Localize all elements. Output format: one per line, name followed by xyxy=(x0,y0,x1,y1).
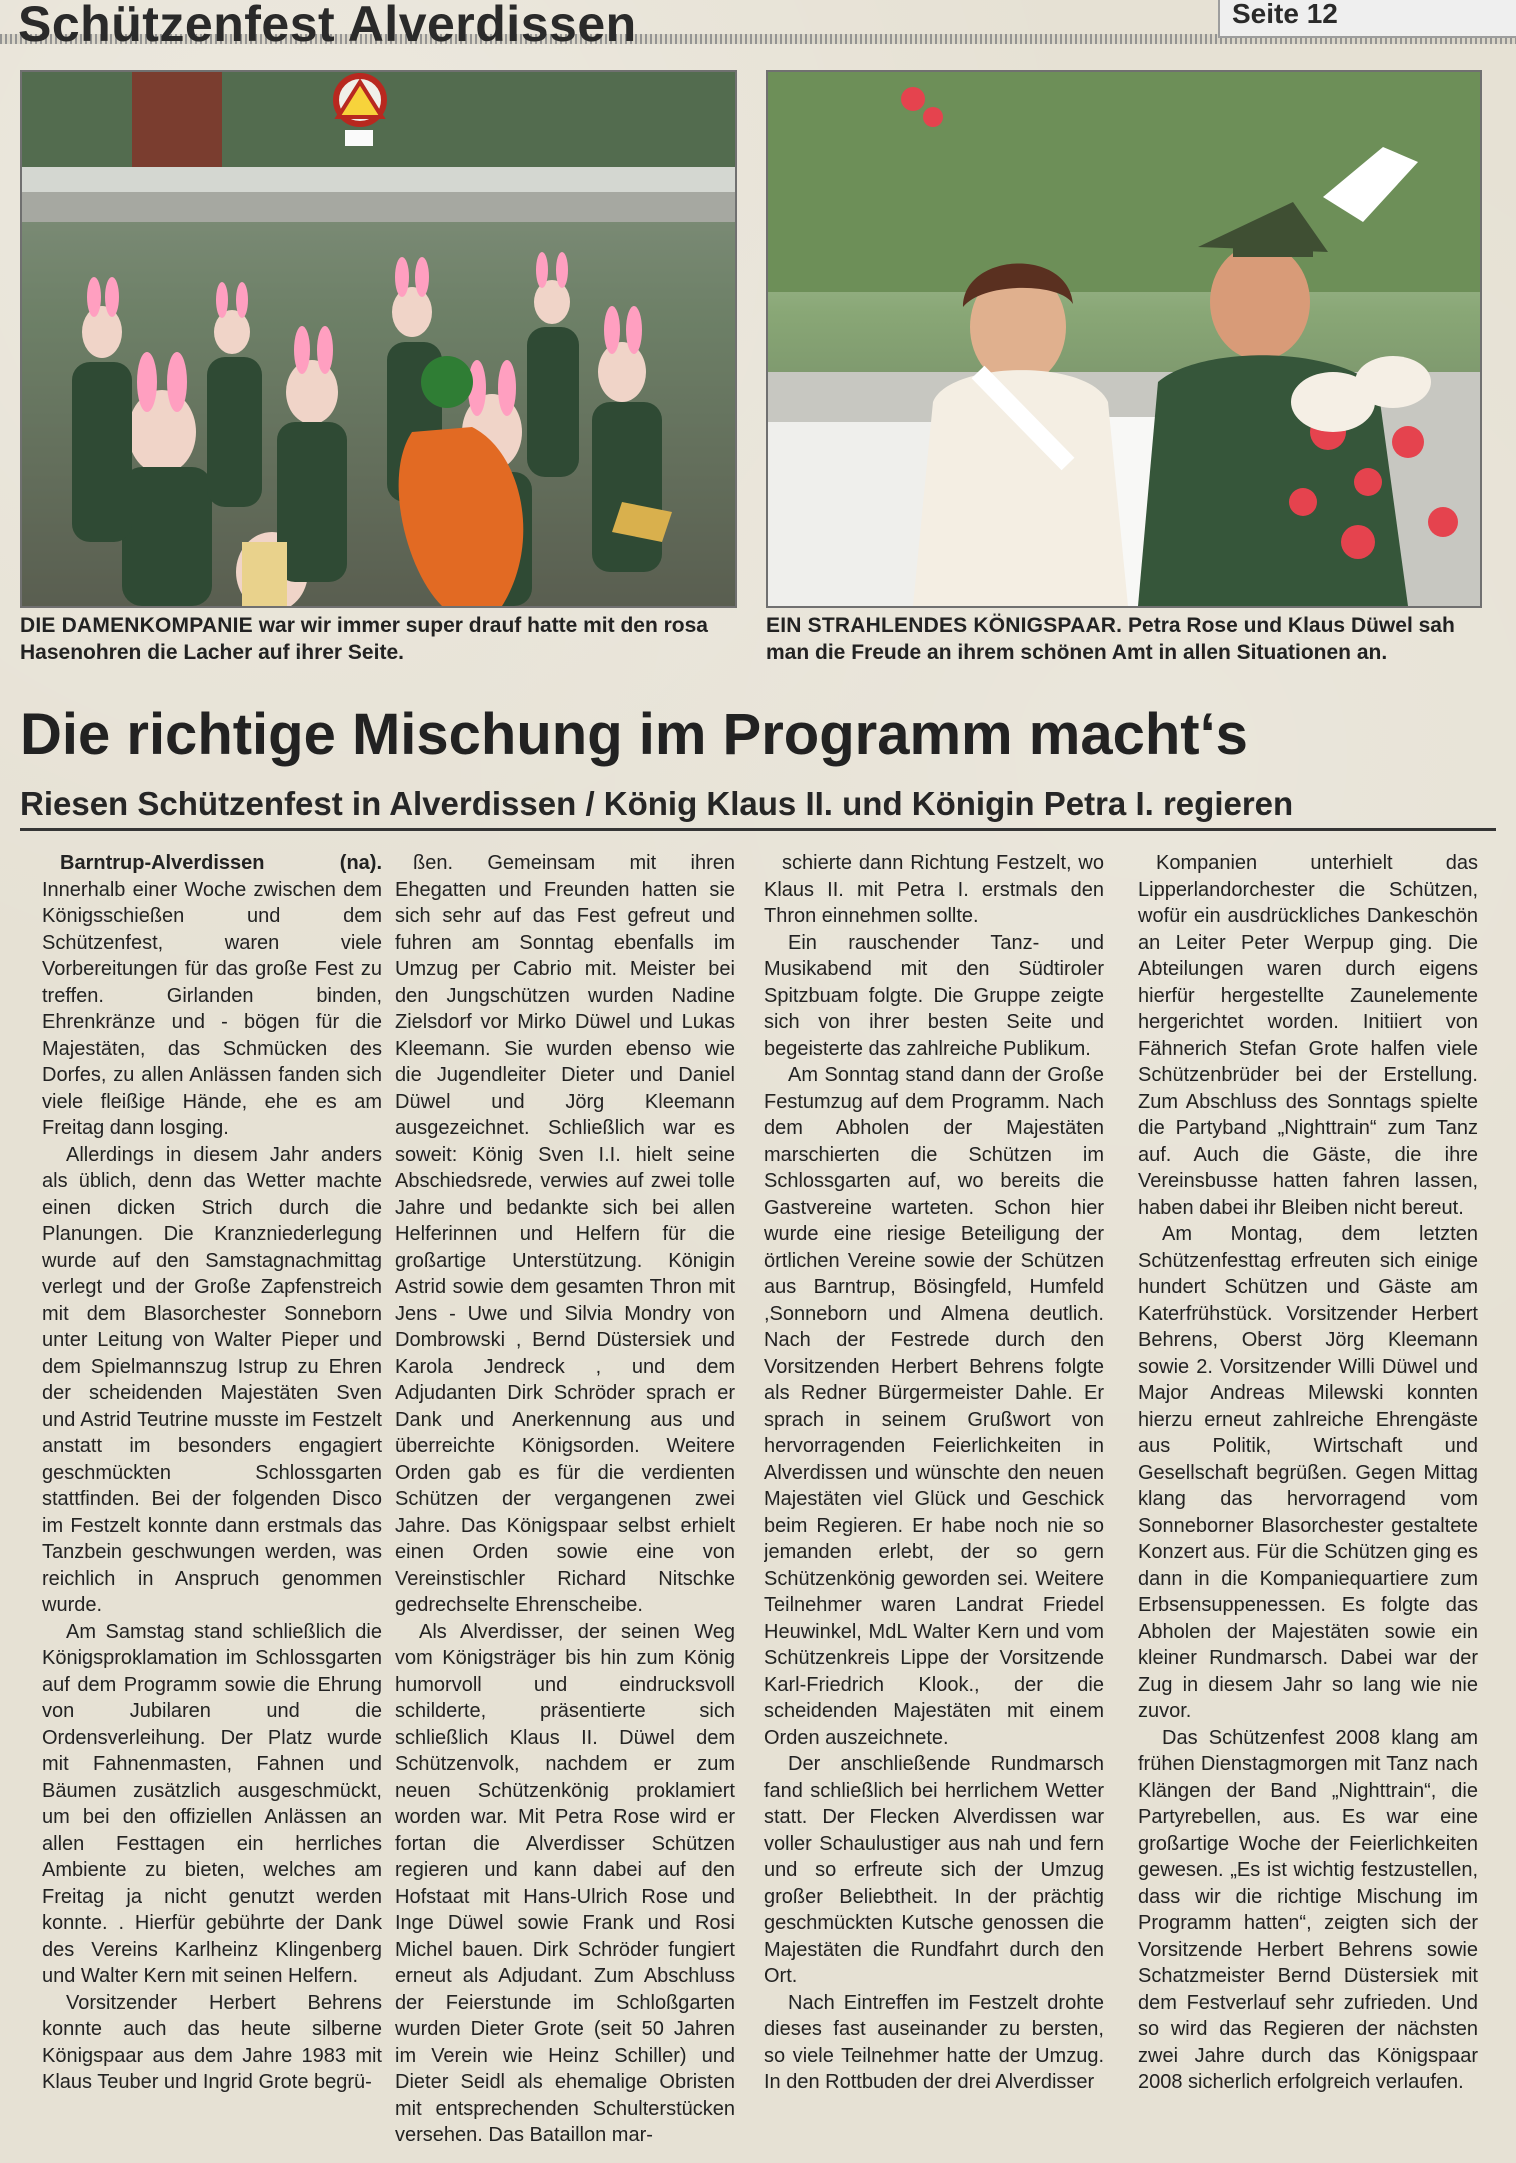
article-dateline: Barntrup-Alverdissen (na). xyxy=(60,852,382,874)
article-paragraph: Am Samstag stand schließlich die Königsproklamation im Schlossgarten auf dem Programm sowie die Ehrung von Jubilaren und die Ordensverleihung. Der Platz wurde mit Fahnenmasten, Fahnen und Bäumen zusätzlich ausgeschmückt, um bei den offiziellen Anlässen an allen Festtagen ein herrliches Ambiente zu bieten, welches am Freitag ja nicht genutzt werden konnte. . Hierfür gebührte der Dank des Vereins Karlheinz Klingenberg und Walter Kern mit seinen Helfern. xyxy=(42,1620,382,1987)
royal-couple-photo-icon xyxy=(768,72,1480,606)
article-subheadline: Riesen Schützenfest in Alverdissen / König Klaus II. und Königin Petra I. regieren xyxy=(20,782,1496,831)
marching-crowd-photo-icon xyxy=(22,72,735,606)
article-paragraph: Der anschließende Rundmarsch fand schließlich bei herrlichem Wetter statt. Der Flecken Alverdissen war voller Schaulustiger aus nah und fern und so erfreute sich der Umzug großer Beliebtheit. In der prächtig geschmückten Kutsche genossen die Majestäten die Rundfahrt durch den Ort. xyxy=(764,1753,1104,1987)
caption-right-lead: EIN STRAHLENDES KÖNIGSPAAR. xyxy=(766,614,1123,637)
photo-damenkompanie xyxy=(20,70,737,608)
page-header xyxy=(0,0,1516,52)
article-paragraph xyxy=(42,850,382,1142)
article-paragraph: Als Alverdisser, der seinen Weg vom Königsträger bis hin zum König humorvoll und eindrucksvoll schilderte, präsentierte sich schließlich Klaus II. Düwel dem Schützenvolk, nachdem er zum neuen Schützenkönig proklamiert worden war. Mit Petra Rose wird er fortan die Alverdisser Schützen regieren und kann dabei auf den Hofstaat mit Hans-Ulrich Rose und Inge Düwel sowie Frank und Rosi Michel bauen. Dirk Schröder fungiert erneut als Adjudant. Zum Abschluss der Feierstunde im Schloßgarten wurden Dieter Grote (seit 50 Jahren im Verein wie Heinz Schiller) und Dieter Seidl als ehemalige Obristen mit entsprechenden Schulterstücken versehen. Das Bataillon mar- xyxy=(395,1620,735,2146)
article-column-2 xyxy=(395,850,735,2150)
article-column-4 xyxy=(1138,850,1478,2150)
photo-caption-right xyxy=(766,612,1476,666)
article-paragraph: Am Sonntag stand dann der Große Festumzug auf dem Programm. Nach dem Abholen der Majestäten marschierten die Schützen im Schlossgarten auf, wo bereits die Gastvereine warteten. Schon hier wurde eine riesige Beteiligung der örtlichen Vereine sowie der Schützen aus Barntrup, Bösingfeld, Humfeld ,Sonneborn und Almena deutlich. Nach der Festrede durch den Vorsitzenden Herbert Behrens folgte als Redner Bürgermeister Dahle. Er sprach in seinem Grußwort von hervorragenden Feierlichkeiten in Alverdissen und wünschte den neuen Majestäten viel Glück und Geschick beim Regieren. Er habe noch nie so jemanden erlebt, der so gern Schützenkönig geworden sei. Weitere Teilnehmer waren Landrat Friedel Heuwinkel, MdL Walter Kern und vom Schützenkreis Lippe der Vorsitzende Karl-Friedrich Klook., der die scheidenden Majestäten mit einem Orden auszeichnete. xyxy=(764,1064,1104,1749)
photo-koenigspaar xyxy=(766,70,1482,608)
article-paragraph: Das Schützenfest 2008 klang am frühen Dienstagmorgen mit Tanz nach Klängen der Band „Nighttrain“, die Partyrebellen, aus. Es war eine großartige Woche der Feierlichkeiten gewesen. „Es ist wichtig festzustellen, dass wir die richtige Mischung im Programm hatten“, zeigten sich der Vorsitzende Herbert Behrens sowie Schatzmeister Bernd Düstersiek mit dem Festverlauf sehr zufrieden. Und so wird das Regieren der nächsten zwei Jahre durch das Königspaar 2008 sicherlich erfolgreich verlaufen. xyxy=(1138,1726,1478,2093)
article-paragraph: Kompanien unterhielt das Lipperlandorchester die Schützen, wofür ein ausdrückliches Dankeschön an Leiter Peter Werpup ging. Die Abteilungen waren durch eigens hierfür hergestellte Zaunelemente hergerichtet worden. Initiiert von Fähnerich Stefan Grote halfen viele Schützenbrüder bei der Erstellung. Zum Abschluss des Sonntags spielte die Partyband „Nighttrain“ zum Tanz auf. Auch die Gäste, die ihre Vereinsbusse hatten fahren lassen, haben dabei ihr Bleiben nicht bereut. xyxy=(1138,852,1478,1219)
paragraph-text: Innerhalb einer Woche zwischen dem Königsschießen und dem Schützenfest, waren viele Vorbereitungen für das große Fest zu treffen. Girlanden binden, Ehrenkränze und - bögen für die Majestäten, das Schmücken des Dorfes, zu allen Anlässen fanden sich viele fleißige Hände, ehe es am Freitag dann losging. xyxy=(42,878,382,1139)
page-number: Seite 12 xyxy=(1232,0,1338,29)
article-paragraph: Vorsitzender Herbert Behrens konnte auch das heute silberne Königspaar aus dem Jahre 1983 mit Klaus Teuber und Ingrid Grote begrü- xyxy=(42,1991,382,2093)
article-paragraph: Ein rauschender Tanz- und Musikabend mit den Südtiroler Spitzbuam folgte. Die Gruppe zeigte sich von ihrer besten Seite und begeisterte das zahlreiche Publikum. xyxy=(764,931,1104,1060)
photo-caption-left xyxy=(20,612,730,666)
article-paragraph: Allerdings in diesem Jahr anders als üblich, denn das Wetter machte einen dicken Strich durch die Planungen. Die Kranzniederlegung wurde auf den Samstagnachmittag verlegt und der Große Zapfenstreich mit dem Blasorchester Sonneborn unter Leitung von Walter Pieper und dem Spielmannszug Istrup zu Ehren der scheidenden Majestäten Sven und Astrid Teutrine musste im Festzelt anstatt im besonders engagiert geschmückten Schlossgarten stattfinden. Bei der folgenden Disco im Festzelt konnte dann erstmals das Tanzbein geschwungen werden, was reichlich in Anspruch genommen wurde. xyxy=(42,1143,382,1616)
article-headline: Die richtige Mischung im Programm macht‘s xyxy=(20,702,1248,767)
article-paragraph: ßen. Gemeinsam mit ihren Ehegatten und Freunden hatten sie sich sehr auf das Fest gefreut und fuhren am Sonntag ebenfalls im Umzug per Cabrio mit. Meister bei den Jungschützen wurden Nadine Zielsdorf vor Mirko Düwel und Lukas Kleemann. Sie wurden ebenso wie die Jugendleiter Dieter und Daniel Düwel und Jörg Kleemann ausgezeichnet. Schließlich war es soweit: König Sven I.I. hielt seine Abschiedsrede, verwies auf zwei tolle Jahre und bedankte sich bei allen Helferinnen und Helfern für die großartige Unterstützung. Königin Astrid sowie dem gesamten Thron mit Jens - Uwe und Silvia Mondry von Dombrowski , Bernd Düstersiek und Karola Jendreck , und dem Adjudanten Dirk Schröder sprach er Dank und Anerkennung aus und überreichte Königsorden. Weitere Orden gab es für die verdienten Schützen der vergangenen zwei Jahre. Das Königspaar selbst erhielt einen Orden sowie eine von Vereinstischler Richard Nitschke gedrechselte Ehrenscheibe. xyxy=(395,852,735,1616)
caption-left-lead: DIE DAMENKOMPANIE xyxy=(20,614,253,637)
article-column-1 xyxy=(42,850,382,2150)
article-column-3 xyxy=(764,850,1104,2150)
caption-left-text: war wir immer super drauf hatte mit den rosa Hasenohren die Lacher auf ihrer Seite. xyxy=(20,614,708,664)
article-paragraph: Nach Eintreffen im Festzelt drohte dieses fast auseinander zu bersten, so viele Teilnehmer hatte der Umzug. In den Rottbuden der drei Alverdisser xyxy=(764,1991,1104,2093)
article-paragraph: Am Montag, dem letzten Schützenfesttag erfreuten sich einige hundert Schützen und Gäste am Katerfrühstück. Vorsitzender Herbert Behrens, Oberst Jörg Kleemann sowie 2. Vorsitzender Willi Düwel und Major Andreas Milewski konnten hierzu erneut zahlreiche Ehrengäste aus Politik, Wirtschaft und Gesellschaft begrüßen. Gegen Mittag klang das hervorragend vom Sonneborner Blasorchester gestaltete Konzert aus. Für die Schützen ging es dann in die Kompaniequartiere zum Erbsensuppenessen. Es folgte das Abholen der Majestäten sowie ein kleiner Rundmarsch. Dabei war der Zug in diesem Jahr so lang wie nie zuvor. xyxy=(1138,1223,1478,1722)
article-paragraph: schierte dann Richtung Festzelt, wo Klaus II. mit Petra I. erstmals den Thron einnehmen sollte. xyxy=(764,852,1104,927)
caption-right-text: Petra Rose und Klaus Düwel sah man die Freude an ihrem schönen Amt in allen Situationen an. xyxy=(766,614,1455,664)
section-title: Schützenfest Alverdissen xyxy=(18,0,637,52)
